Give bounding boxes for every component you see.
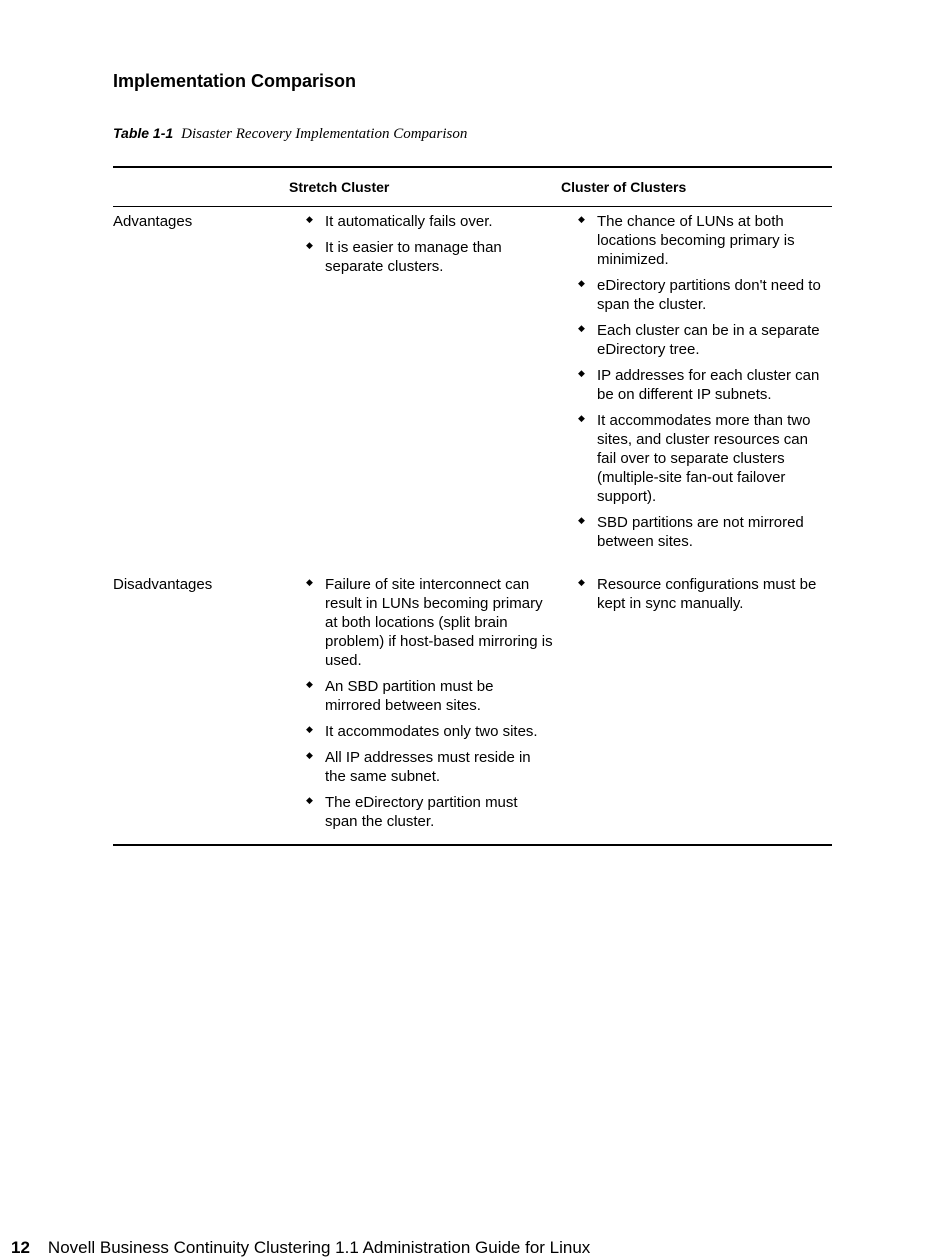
list-item-text: It automatically fails over. <box>325 213 493 230</box>
section-title: Implementation Comparison <box>113 71 357 91</box>
list-item <box>289 575 561 670</box>
table-header-row <box>113 167 832 207</box>
list-item <box>561 276 832 314</box>
list-item <box>561 212 832 269</box>
bullet-diamond-icon: ◆ <box>306 750 313 760</box>
table-row-advantages <box>113 207 832 571</box>
page-footer <box>11 1238 590 1258</box>
bullet-list <box>289 212 561 276</box>
row-label: Advantages <box>113 213 193 230</box>
list-item-text: Failure of site interconnect can result in LUNs becoming primary at both locations (split brain problem) if host-based mirroring is used. <box>325 576 553 669</box>
table-caption-label: Table 1-1 <box>113 125 174 141</box>
list-item <box>561 366 832 404</box>
table-caption <box>113 125 467 143</box>
list-item-text: It accommodates more than two sites, and cluster resources can fail over to separate clusters (multiple-site fan-out failover support). <box>597 412 811 505</box>
bullet-diamond-icon: ◆ <box>306 577 313 587</box>
bullet-list <box>561 212 832 551</box>
list-item-text: All IP addresses must reside in the same subnet. <box>325 749 531 785</box>
list-item-text: It accommodates only two sites. <box>325 723 538 740</box>
list-item <box>289 793 561 831</box>
header-stretch-cluster: Stretch Cluster <box>289 179 390 195</box>
bullet-diamond-icon: ◆ <box>578 278 585 288</box>
list-item <box>561 321 832 359</box>
list-item <box>561 513 832 551</box>
bullet-diamond-icon: ◆ <box>306 214 313 224</box>
bullet-diamond-icon: ◆ <box>306 679 313 689</box>
list-item <box>561 575 832 613</box>
list-item-text: An SBD partition must be mirrored between sites. <box>325 678 494 714</box>
cluster-of-clusters-cell <box>561 207 832 571</box>
stretch-cluster-cell <box>289 570 561 845</box>
bullet-diamond-icon: ◆ <box>578 323 585 333</box>
list-item <box>561 411 832 506</box>
bullet-diamond-icon: ◆ <box>578 515 585 525</box>
list-item-text: eDirectory partitions don't need to span the cluster. <box>597 277 821 313</box>
cluster-of-clusters-cell <box>561 570 832 845</box>
header-label-column <box>113 167 289 207</box>
list-item <box>289 748 561 786</box>
list-item <box>289 212 561 231</box>
list-item-text: It is easier to manage than separate clusters. <box>325 239 502 275</box>
table-row-disadvantages <box>113 570 832 845</box>
bullet-diamond-icon: ◆ <box>306 724 313 734</box>
bullet-diamond-icon: ◆ <box>578 214 585 224</box>
bullet-diamond-icon: ◆ <box>306 240 313 250</box>
bullet-list <box>289 575 561 831</box>
list-item-text: SBD partitions are not mirrored between sites. <box>597 514 804 550</box>
bullet-diamond-icon: ◆ <box>578 413 585 423</box>
bullet-diamond-icon: ◆ <box>578 577 585 587</box>
bullet-list <box>561 575 832 613</box>
table-caption-text: Disaster Recovery Implementation Comparison <box>181 126 468 142</box>
stretch-cluster-cell <box>289 207 561 571</box>
list-item <box>289 722 561 741</box>
row-label: Disadvantages <box>113 576 213 593</box>
bullet-diamond-icon: ◆ <box>306 795 313 805</box>
list-item <box>289 677 561 715</box>
list-item-text: Resource configurations must be kept in sync manually. <box>597 576 817 612</box>
bullet-diamond-icon: ◆ <box>578 368 585 378</box>
footer-title: Novell Business Continuity Clustering 1.1 Administration Guide for Linux <box>47 1238 591 1257</box>
comparison-table <box>113 166 832 846</box>
header-cluster-of-clusters: Cluster of Clusters <box>561 179 687 195</box>
list-item-text: Each cluster can be in a separate eDirectory tree. <box>597 322 820 358</box>
list-item <box>289 238 561 276</box>
page-number: 12 <box>11 1238 30 1257</box>
list-item-text: The chance of LUNs at both locations becoming primary is minimized. <box>597 213 795 268</box>
list-item-text: The eDirectory partition must span the cluster. <box>325 794 518 830</box>
list-item-text: IP addresses for each cluster can be on different IP subnets. <box>597 367 820 403</box>
